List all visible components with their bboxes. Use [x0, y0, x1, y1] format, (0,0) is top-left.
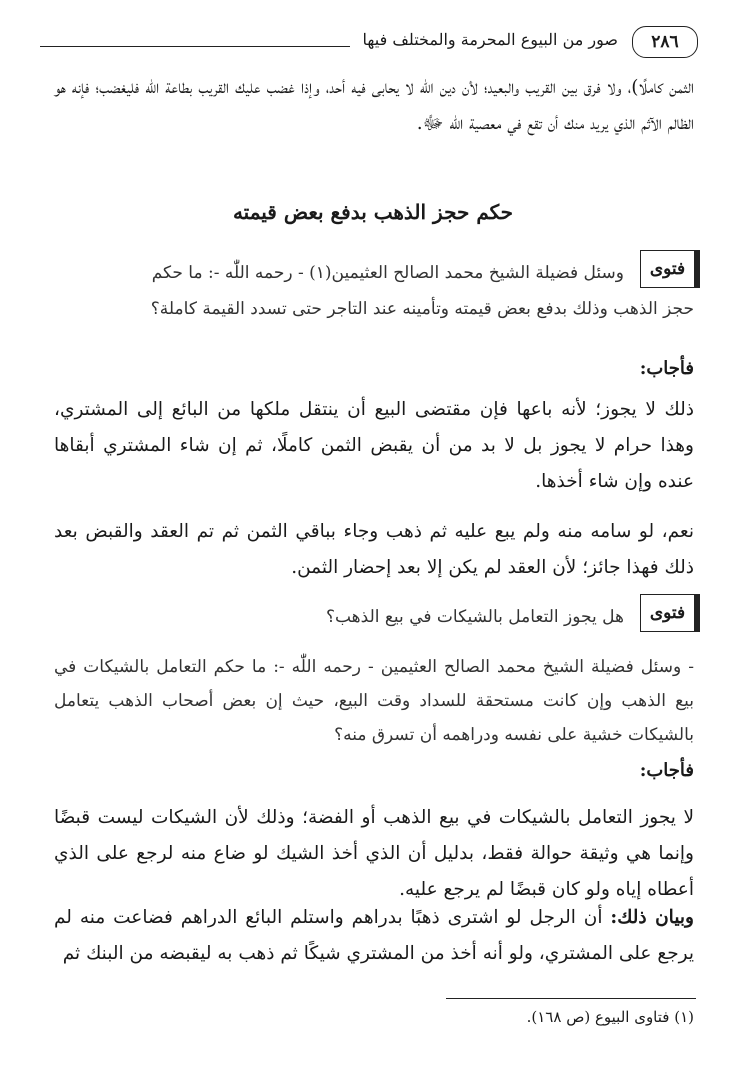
fatwa2-explanation: [54, 900, 694, 972]
fatwa1-question-line1: وسئل فضيلة الشيخ محمد الصالح العثيمين(١) - رحمه اللّٰه -: ما حكم: [151, 263, 624, 283]
footnote-rule: [446, 998, 696, 999]
fatwa2-answer-paragraph: لا يجوز التعامل بالشيكات في بيع الذهب أو الفضة؛ وذلك لأن الشيكات ليست قبضًا وإنما هي وثيقة حوالة فقط، بدليل أن الذي أخذ الشيك لو ضاع منه لرجع على الذي أعطاه إياه ولو كان قبضًا لم يرجع عليه.: [54, 807, 694, 900]
fatwa2-title: هل يجوز التعامل بالشيكات في بيع الذهب؟: [325, 607, 624, 627]
page-number: ٢٨٦: [632, 26, 698, 58]
fatwa2-answer-label: فأجاب:: [639, 760, 694, 781]
fatwa-label-2: فتوى: [640, 594, 700, 632]
page-header: [40, 26, 698, 60]
fatwa1-answer-label: فأجاب:: [639, 358, 694, 379]
fatwa1-question-rest: حجز الذهب وذلك بدفع بعض قيمته وتأمينه عند التاجر حتى تسدد القيمة كاملة؟: [150, 299, 694, 319]
section-heading: حكم حجز الذهب بدفع بعض قيمته: [232, 200, 514, 224]
fatwa1-answer-paragraph-2: نعم، لو سامه منه ولم يبع عليه ثم ذهب وجاء بباقي الثمن ثم تم العقد والقبض بعد ذلك فهذا جائز؛ لأن العقد لم يكن إلا بعد إحضار الثمن.: [54, 521, 694, 578]
header-rule: [40, 46, 350, 47]
fatwa2-question: - وسئل فضيلة الشيخ محمد الصالح العثيمين - رحمه اللّٰه -: ما حكم التعامل بالشيكات في بيع الذهب وإن كانت مستحقة للسداد وقت البيع، حيث إن بعض أصحاب الذهب يتعامل بالشيكات خشية على نفسه ودراهمه أن تسرق منه؟: [54, 657, 694, 745]
running-title: صور من البيوع المحرمة والمختلف فيها: [362, 30, 618, 49]
fatwa1-answer-paragraph-1: ذلك لا يجوز؛ لأنه باعها فإن مقتضى البيع أن ينتقل ملكها من البائع إلى المشتري، وهذا حرام لا يجوز بل لا بد من أن يقبض الثمن كاملًا، ثم إن شاء المشتري أبقاها عنده وإن شاء أخذها.: [54, 399, 694, 492]
fatwa-label-1: فتوى: [640, 250, 700, 288]
explanation-text: أن الرجل لو اشترى ذهبًا بدراهم واستلم البائع الدراهم فضاعت منه لم يرجع على المشتري، ولو أنه أخذ من المشتري شيكًا ثم ذهب به ليقبضه من البنك ثم: [54, 907, 694, 964]
footnote: (١) فتاوى البيوع (ص ١٦٨).: [526, 1008, 694, 1026]
explanation-lead: وبيان ذلك:: [610, 907, 694, 928]
paragraph-intro: الثمن كاملًا)، ولا فرق بين القريب والبعيد؛ لأن دين اللّٰه لا يحابى فيه أحد، وإذا غضب عليك القريب بطاعة اللّٰه فليغضب؛ فإنه هو الظالم الآثم الذي يريد منك أن تقع في معصية اللّٰه ﷻ.: [54, 77, 694, 134]
